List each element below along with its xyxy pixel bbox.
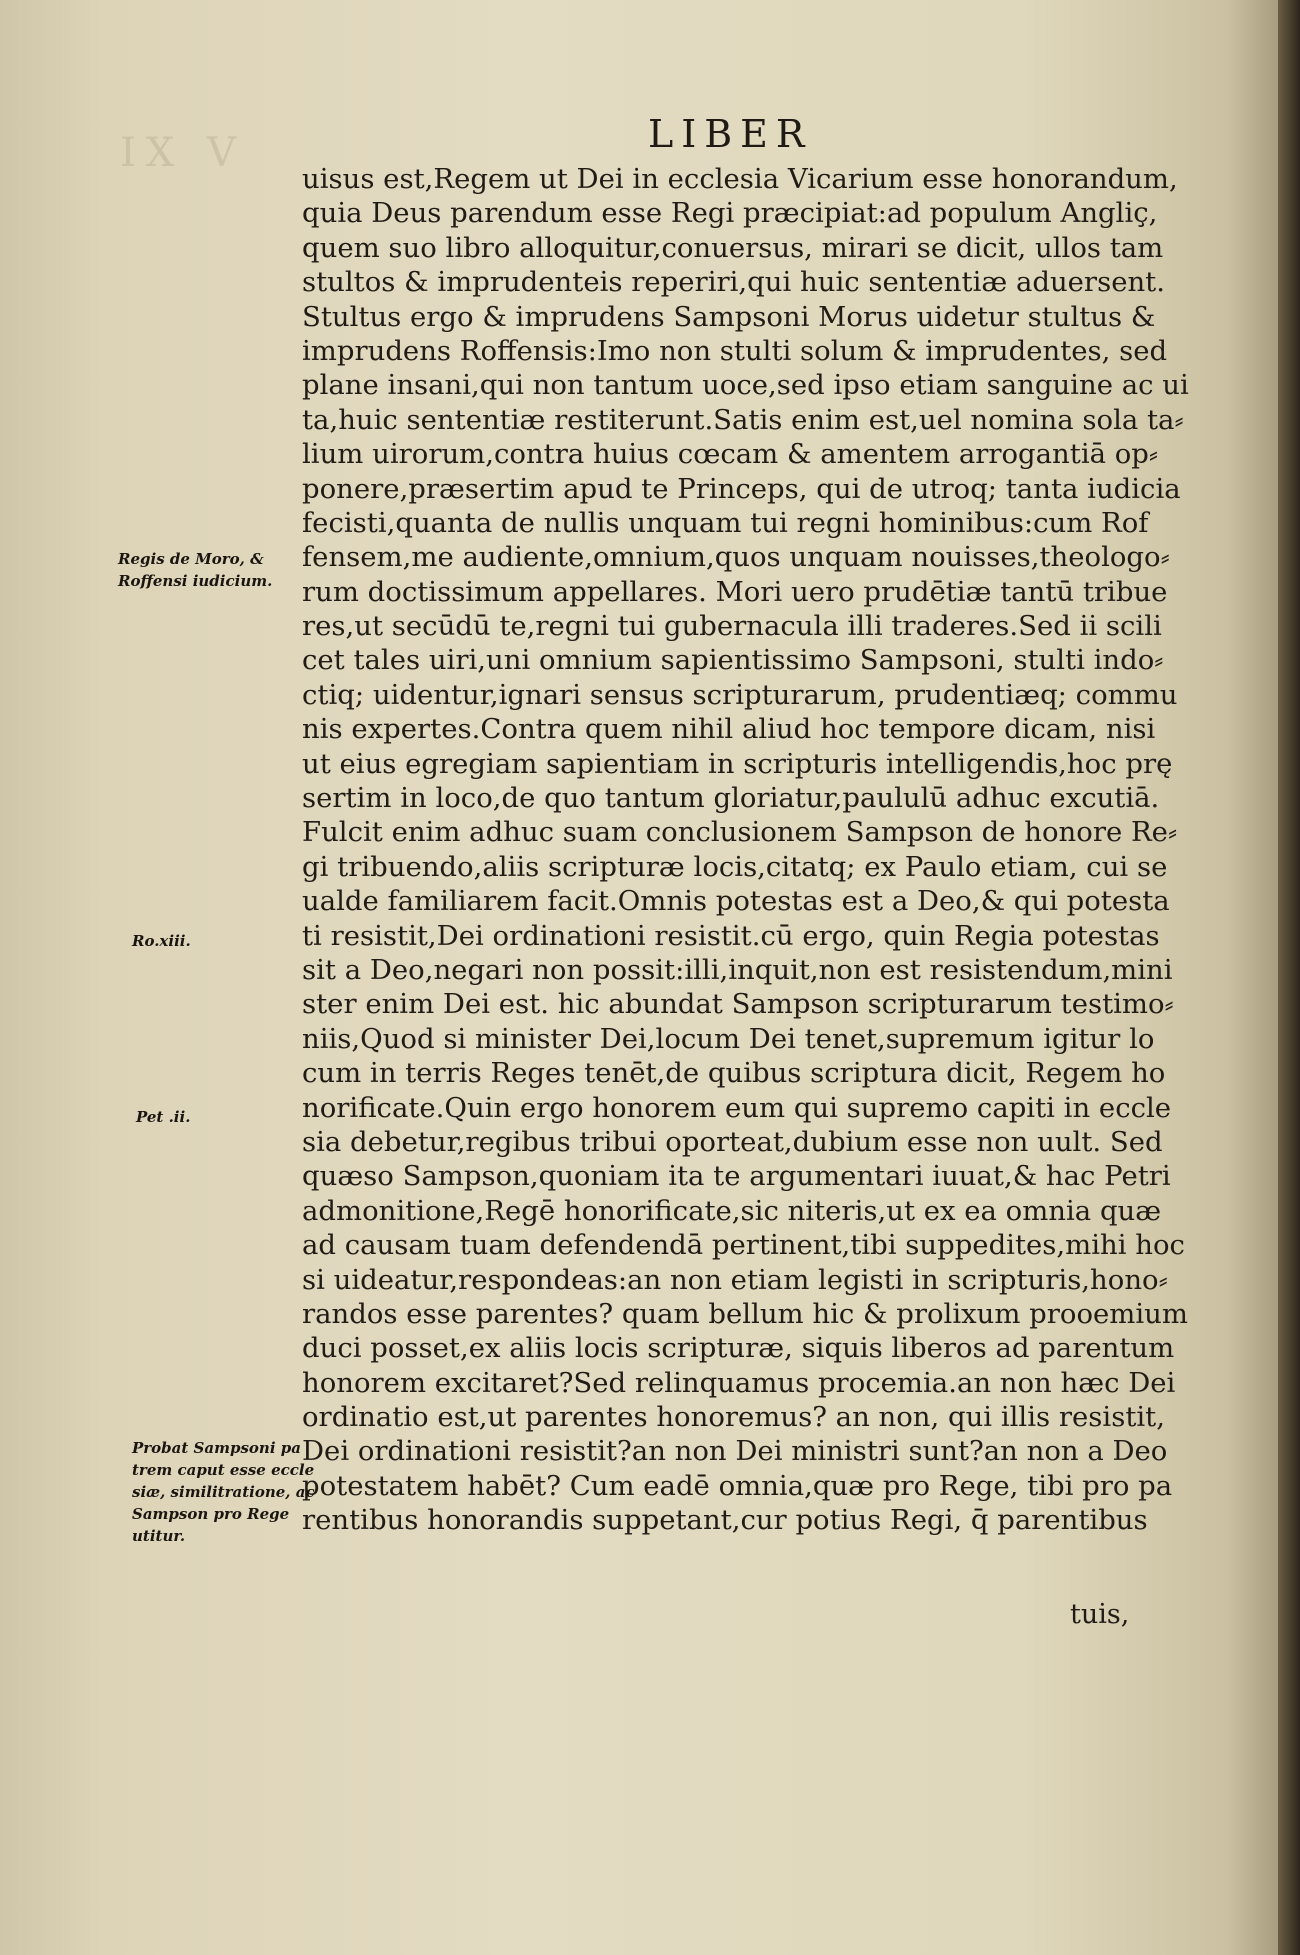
margin-note-line: Pet .ii. xyxy=(136,1108,191,1126)
margin-note-line: Roffensi iudicium. xyxy=(118,572,273,590)
text-line: sertim in loco,de quo tantum gloriatur,paululū adhuc excutiā. xyxy=(302,782,1160,815)
running-head: LIBER xyxy=(648,112,813,156)
text-line: ponere,præsertim apud te Princeps, qui de utroq; tanta iudicia xyxy=(302,472,1181,505)
text-line: res,ut secūdū te,regni tui gubernacula illi traderes.Sed ii scili xyxy=(302,610,1162,643)
text-line: Fulcit enim adhuc suam conclusionem Sampson de honore Re⸗ xyxy=(302,816,1178,849)
margin-note-probat xyxy=(132,1437,315,1547)
body-text xyxy=(302,162,1202,1538)
margin-note-line: Sampson pro Rege xyxy=(132,1505,290,1523)
text-line: stultos & imprudenteis reperiri,qui huic sententiæ aduersent. xyxy=(302,266,1165,299)
text-line: ad causam tuam defendendā pertinent,tibi suppedites,mihi hoc xyxy=(302,1229,1185,1262)
text-line: nis expertes.Contra quem nihil aliud hoc tempore dicam, nisi xyxy=(302,713,1156,746)
text-line: potestatem habēt? Cum eadē omnia,quæ pro Rege, tibi pro pa xyxy=(302,1469,1173,1502)
text-line: honorem excitaret?Sed relinquamus procemia.an non hæc Dei xyxy=(302,1366,1176,1399)
text-line: gi tribuendo,aliis scripturæ locis,citatq; ex Paulo etiam, cui se xyxy=(302,850,1168,883)
catchword: tuis, xyxy=(1070,1599,1130,1630)
margin-note-line: siæ, similitratione, ac xyxy=(132,1483,315,1501)
text-line: fensem,me audiente,omnium,quos unquam nouisses,theologo⸗ xyxy=(302,541,1170,574)
text-line: imprudens Roffensis:Imo non stulti solum & imprudentes, sed xyxy=(302,334,1168,367)
text-line: plane insani,qui non tantum uoce,sed ipso etiam sanguine ac ui xyxy=(302,369,1189,402)
text-line: niis,Quod si minister Dei,locum Dei tenet,supremum igitur lo xyxy=(302,1022,1155,1055)
text-line: cum in terris Reges tenēt,de quibus scriptura dicit, Regem ho xyxy=(302,1057,1166,1090)
text-line: ster enim Dei est. hic abundat Sampson scripturarum testimo⸗ xyxy=(302,988,1174,1021)
text-line: uisus est,Regem ut Dei in ecclesia Vicarium esse honorandum, xyxy=(302,163,1178,195)
text-line: quem suo libro alloquitur,conuersus, mirari se dicit, ullos tam xyxy=(302,231,1164,264)
margin-note-peter xyxy=(136,1106,190,1128)
text-line: ta,huic sententiæ restiterunt.Satis enim est,uel nomina sola ta⸗ xyxy=(302,403,1184,436)
text-line: ualde familiarem facit.Omnis potestas est a Deo,& qui potesta xyxy=(302,885,1170,918)
margin-note-line: utitur. xyxy=(132,1527,186,1545)
text-line: ordinatio est,ut parentes honoremus? an non, qui illis resistit, xyxy=(302,1401,1165,1434)
margin-note-line: trem caput esse eccle xyxy=(132,1461,315,1479)
text-line: rum doctissimum appellares. Mori uero prudētiæ tantū tribue xyxy=(302,575,1168,608)
text-line: sit a Deo,negari non possit:illi,inquit,non est resistendum,mini xyxy=(302,953,1173,986)
margin-note-line: Regis de Moro, & xyxy=(118,550,264,568)
text-line: Stultus ergo & imprudens Sampsoni Morus uidetur stultus & xyxy=(302,300,1156,333)
text-line: cet tales uiri,uni omnium sapientissimo Sampsoni, stulti indo⸗ xyxy=(302,644,1164,677)
text-line: rentibus honorandis suppetant,cur potius Regi, q̄ parentibus xyxy=(302,1504,1148,1537)
text-line: lium uirorum,contra huius cœcam & amentem arrogantiā op⸗ xyxy=(302,438,1159,471)
margin-note-regis xyxy=(118,548,272,592)
text-line: fecisti,quanta de nullis unquam tui regni hominibus:cum Rof xyxy=(302,506,1149,539)
text-line: randos esse parentes? quam bellum hic & prolixum prooemium xyxy=(302,1297,1188,1330)
text-line: ctiq; uidentur,ignari sensus scripturarum, prudentiæq; commu xyxy=(302,678,1178,711)
text-line: si uideatur,respondeas:an non etiam legisti in scripturis,hono⸗ xyxy=(302,1263,1168,1296)
text-line: Dei ordinationi resistit?an non Dei ministri sunt?an non a Deo xyxy=(302,1435,1168,1468)
text-line: duci posset,ex aliis locis scripturæ, siquis liberos ad parentum xyxy=(302,1332,1175,1365)
text-line: ti resistit,Dei ordinationi resistit.cū ergo, quin Regia potestas xyxy=(302,919,1160,952)
margin-note-line: Probat Sampsoni pa xyxy=(132,1439,301,1457)
text-line: quia Deus parendum esse Regi præcipiat:ad populum Angliç, xyxy=(302,197,1158,230)
book-spine-edge xyxy=(1278,0,1300,1955)
show-through-text: IX V xyxy=(120,130,246,176)
text-line: quæso Sampson,quoniam ita te argumentari iuuat,& hac Petri xyxy=(302,1160,1171,1193)
margin-note-line: Ro.xiii. xyxy=(132,932,191,950)
text-line: admonitione,Regē honorificate,sic niteris,ut ex ea omnia quæ xyxy=(302,1194,1162,1227)
text-line: sia debetur,regibus tribui oporteat,dubium esse non uult. Sed xyxy=(302,1125,1163,1158)
margin-note-romans xyxy=(132,930,191,952)
text-line: norificate.Quin ergo honorem eum qui supremo capiti in eccle xyxy=(302,1091,1172,1124)
text-line: ut eius egregiam sapientiam in scripturis intelligendis,hoc prę xyxy=(302,747,1173,780)
